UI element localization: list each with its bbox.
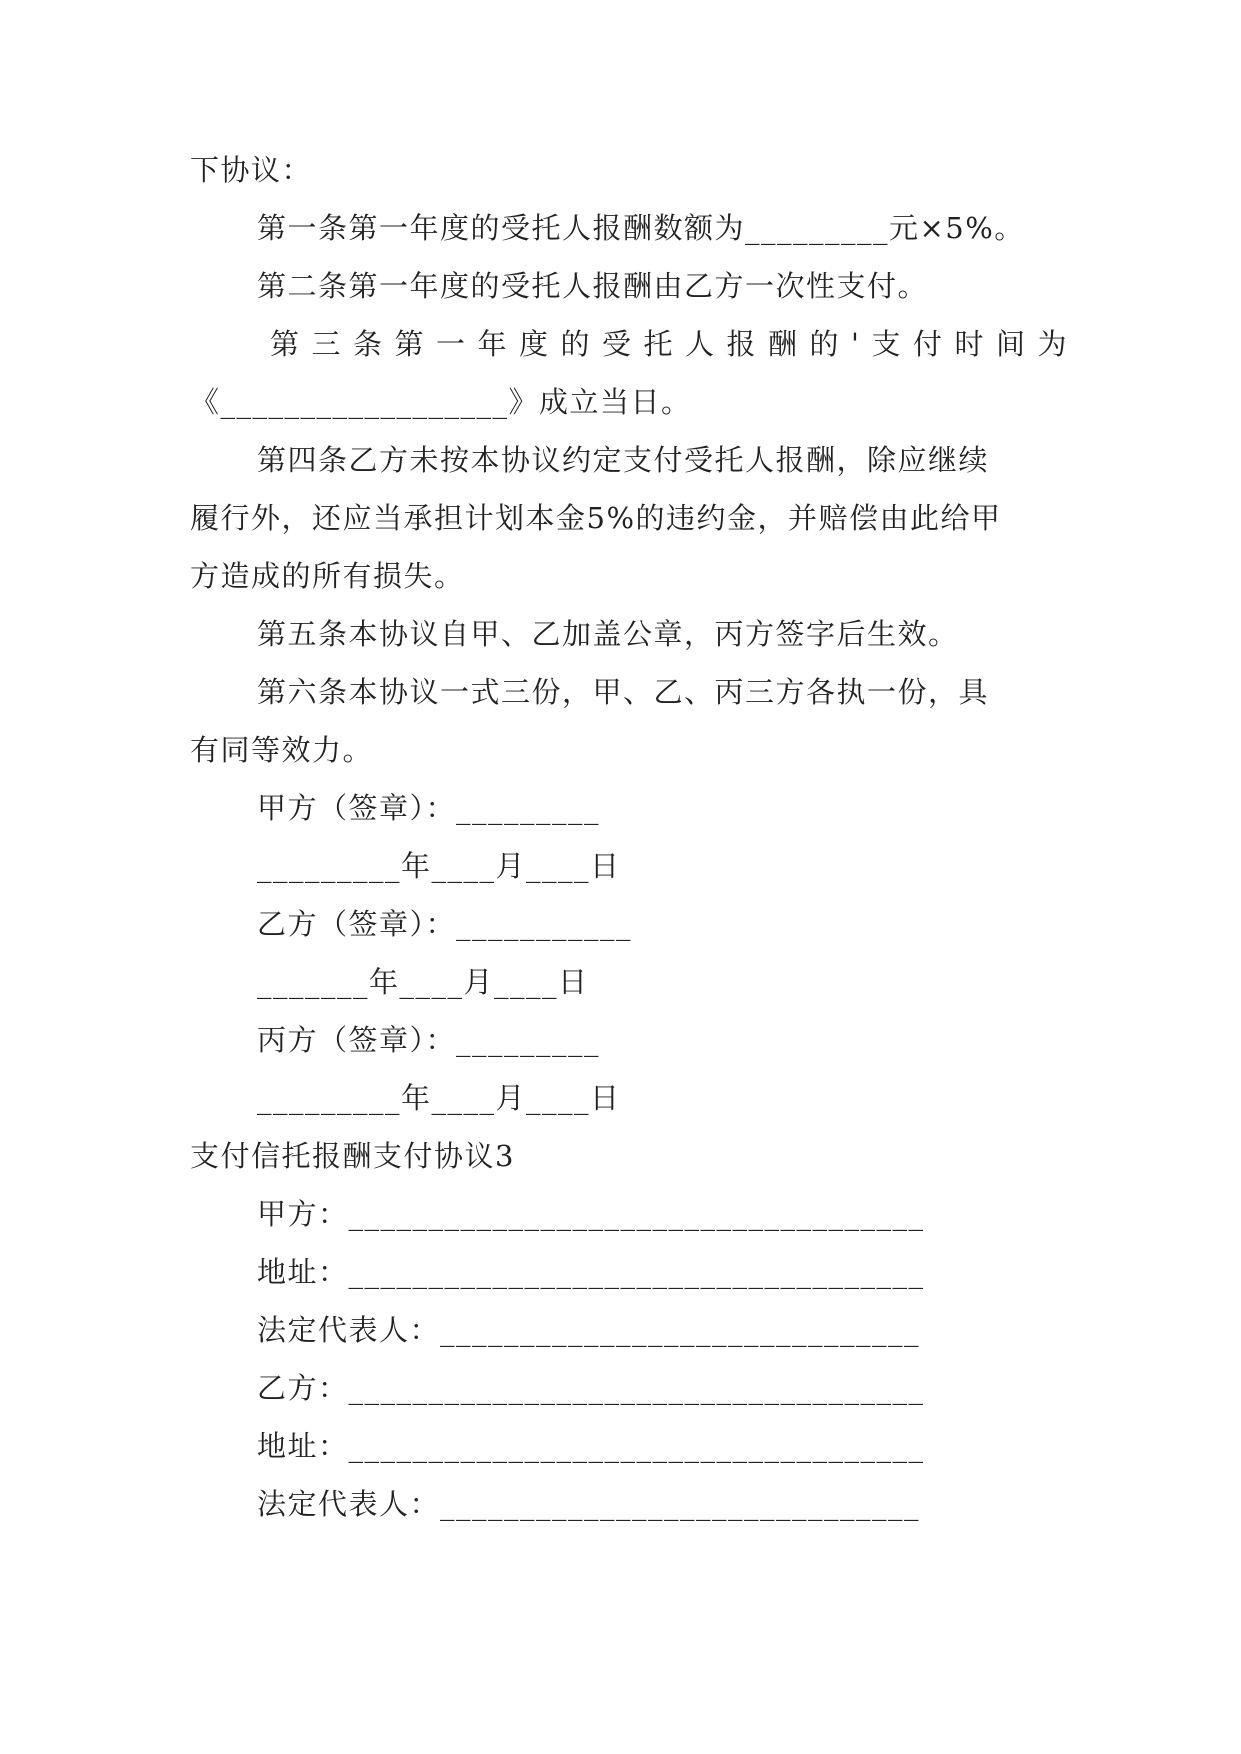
party-b-address-field: 地址：____________________________________ [257,1429,925,1463]
party-a-date: _________年____月____日 [257,849,621,883]
party-b-representative-field: 法定代表人：______________________________ [257,1487,921,1521]
section-title: 支付信托报酬支付协议3 [190,1139,515,1173]
party-a-signature: 甲方（签章）：_________ [257,791,601,825]
article-5: 第五条本协议自甲、乙加盖公章，丙方签字后生效。 [257,617,959,651]
party-c-date: _________年____月____日 [257,1081,621,1115]
article-6-line-2: 有同等效力。 [190,733,374,767]
intro-line: 下协议： [190,153,313,187]
article-3-line-2: 《__________________》成立当日。 [190,385,692,419]
article-1: 第一条第一年度的受托人报酬数额为_________元×5%。 [257,211,1025,245]
article-6-line-1: 第六条本协议一式三份，甲、乙、丙三方各执一份，具 [257,675,990,709]
party-c-signature: 丙方（签章）：_________ [257,1023,601,1057]
article-4-line-3: 方造成的所有损失。 [190,559,465,593]
article-3-line-1: 第三条第一年度的受托人报酬的'支付时间为 [270,327,1079,361]
party-a-address-field: 地址：____________________________________ [257,1255,925,1289]
party-a-representative-field: 法定代表人：______________________________ [257,1313,921,1347]
article-2: 第二条第一年度的受托人报酬由乙方一次性支付。 [257,269,929,303]
article-4-line-2: 履行外，还应当承担计划本金5%的违约金，并赔偿由此给甲 [190,501,1002,535]
article-4-line-1: 第四条乙方未按本协议约定支付受托人报酬，除应继续 [257,443,990,477]
party-b-date: _______年____月____日 [257,965,589,999]
party-b-signature: 乙方（签章）：___________ [257,907,633,941]
party-a-field: 甲方：____________________________________ [257,1197,925,1231]
party-b-field: 乙方：____________________________________ [257,1371,925,1405]
